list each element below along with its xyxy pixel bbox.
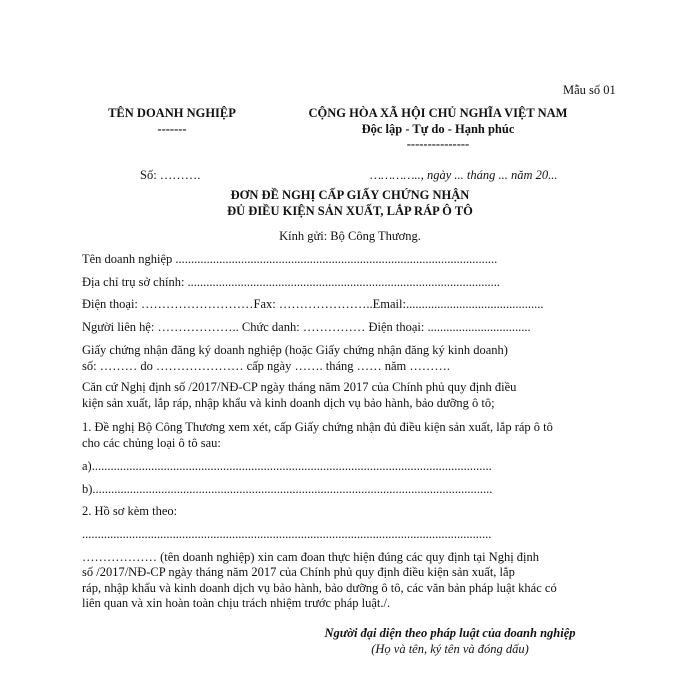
commitment-line4: liên quan và xin hoàn toàn chịu trách nhiệm trước pháp luật./. <box>82 596 391 610</box>
document-title-line1: ĐƠN ĐỀ NGHỊ CẤP GIẤY CHỨNG NHẬN <box>230 188 470 202</box>
document-date: ………….., ngày ... tháng ... năm 20... <box>370 168 558 182</box>
document-title-line2: ĐỦ ĐIỀU KIỆN SẢN XUẤT, LẮP RÁP Ô TÔ <box>227 204 473 218</box>
commitment-line2: số /2017/NĐ-CP ngày tháng năm 2017 của Chính phủ quy định điều kiện sản xuất, lắp <box>82 565 515 579</box>
country-heading: CỘNG HÒA XÃ HỘI CHỦ NGHĨA VIỆT NAM <box>308 106 568 120</box>
field-address: Địa chỉ trụ sở chính: .................................................................................................... <box>82 275 501 289</box>
vehicle-type-a: a)................................................................................................................................ <box>82 459 492 473</box>
motto: Độc lập - Tự do - Hạnh phúc <box>361 122 515 136</box>
legal-basis-line1: Căn cứ Nghị định số /2017/NĐ-CP ngày tháng năm 2017 của Chính phủ quy định điều <box>82 380 517 394</box>
vehicle-type-b: b)................................................................................................................................ <box>82 482 493 496</box>
request-line1: 1. Đề nghị Bộ Công Thương xem xét, cấp Giấy chứng nhận đủ điều kiện sản xuất, lắp ráp ô tô <box>82 420 553 434</box>
commitment-line1: ……………… (tên doanh nghiệp) xin cam đoan thực hiện đúng các quy định tại Nghị định <box>82 550 540 564</box>
company-divider: ------- <box>157 122 187 136</box>
field-business-cert-details: số: ……… do ………………… cấp ngày ……. tháng …… năm ………. <box>82 359 451 373</box>
recipient: Kính gửi: Bộ Công Thương. <box>279 229 421 243</box>
motto-divider: --------------- <box>406 137 470 151</box>
legal-basis-line2: kiện sản xuất, lắp ráp, nhập khẩu và kinh doanh dịch vụ bảo hành, bảo dưỡng ô tô; <box>82 396 495 410</box>
field-company: Tên doanh nghiệp ....................................................................................................... <box>82 252 498 266</box>
commitment-line3: ráp, nhập khẩu và kinh doanh dịch vụ bảo hành, bảo dưỡng ô tô, các văn bản pháp luật khác có <box>82 581 557 595</box>
attachments-label: 2. Hồ sơ kèm theo: <box>82 504 178 518</box>
attachments-line: ................................................................................................................................... <box>82 527 492 541</box>
request-line2: cho các chủng loại ô tô sau: <box>82 436 221 450</box>
field-contact: Người liên hệ: ……………….. Chức danh: …………… Điện thoại: ................................. <box>82 320 531 334</box>
field-business-cert: Giấy chứng nhận đăng ký doanh nghiệp (hoặc Giấy chứng nhận đăng ký kinh doanh) <box>82 343 508 357</box>
signature-note: (Họ và tên, ký tên và đóng dấu) <box>371 642 529 656</box>
field-phone-fax-email: Điện thoại: ………………………Fax: …………………..Email:............................................ <box>82 297 544 311</box>
form-number: Mẫu số 01 <box>563 83 616 97</box>
document-number: Số: ………. <box>140 168 201 182</box>
signature-title: Người đại diện theo pháp luật của doanh nghiệp <box>324 626 576 640</box>
company-name-placeholder: TÊN DOANH NGHIỆP <box>108 106 236 120</box>
